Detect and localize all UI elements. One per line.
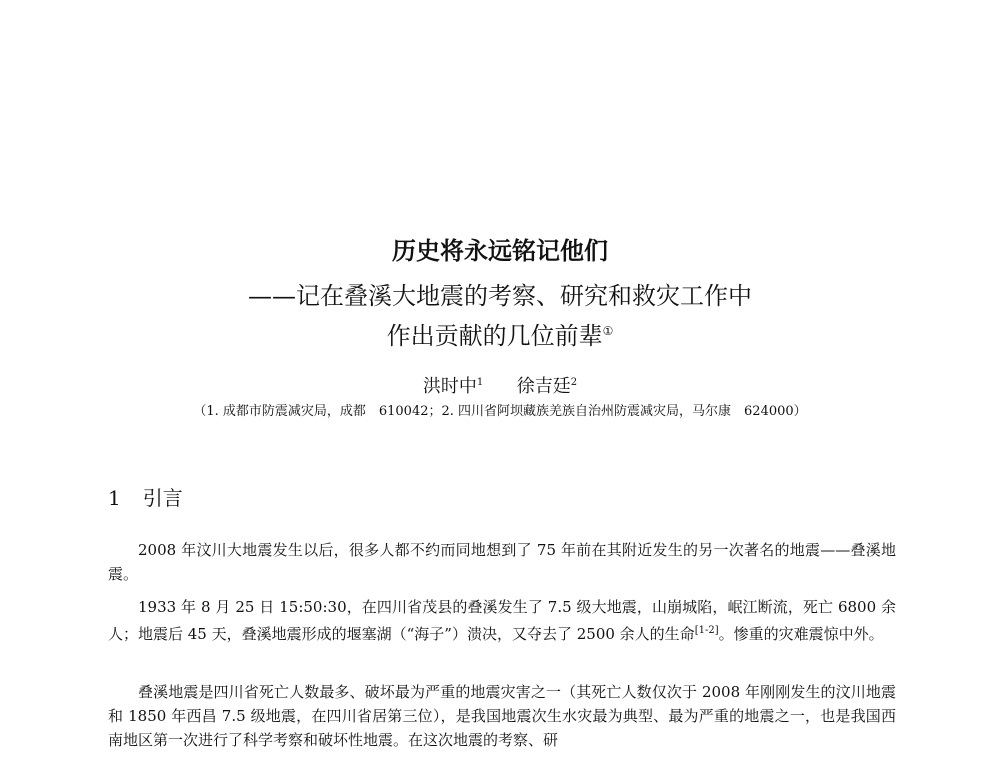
- section-heading: [108, 485, 183, 511]
- affiliations: （1. 成都市防震减灾局，成都 610042；2. 四川省阿坝藏族羌族自治州防震减灾局，马尔康 624000）: [193, 404, 807, 419]
- author-name: 洪时中: [422, 376, 477, 397]
- paragraph-3: 叠溪地震是四川省死亡人数最多、破坏最为严重的地震灾害之一（其死亡人数仅次于 2008 年刚刚发生的汶川地震和 1850 年西昌 7.5 级地震，在四川省居第三位），是我国地震次生水灾最为典型、最为严重的地震之一，也是我国西南地区第一次进行了科学考察和破坏性地震。在这次地震的考察、研: [108, 683, 896, 749]
- author-affiliation-mark: 2: [570, 377, 578, 388]
- subtitle-line2-text: 作出贡献的几位前辈: [386, 322, 603, 350]
- paragraph-2: [108, 595, 896, 646]
- paragraph-1: 2008 年汶川大地震发生以后，很多人都不约而同地想到了 75 年前在其附近发生的另一次著名的地震——叠溪地震。: [108, 541, 896, 583]
- author-affiliation-mark: 1: [476, 377, 484, 388]
- paragraph-2-tail: 。惨重的灾难震惊中外。: [718, 625, 884, 643]
- section-number: 1: [108, 486, 121, 510]
- paper-subtitle-line2: [0, 316, 1000, 351]
- paragraph-2-text: 1933 年 8 月 25 日 15:50:30，在四川省茂县的叠溪发生了 7.5 级大地震，山崩城陷，岷江断流，死亡 6800 余人；地震后 45 天，叠溪地震形成的堰塞湖（“海子”）溃决，又夺去了 2500 余人的生命: [108, 598, 896, 643]
- citation-ref: [1-2]: [694, 625, 719, 636]
- title-footnote-mark: ①: [602, 324, 614, 338]
- section-title: 引言: [142, 486, 183, 510]
- author-name: 徐吉廷: [516, 376, 571, 397]
- author-list: [0, 371, 1000, 399]
- paper-title: 历史将永远铭记他们: [392, 237, 608, 265]
- paper-subtitle-line1: ——记在叠溪大地震的考察、研究和救灾工作中: [248, 282, 752, 310]
